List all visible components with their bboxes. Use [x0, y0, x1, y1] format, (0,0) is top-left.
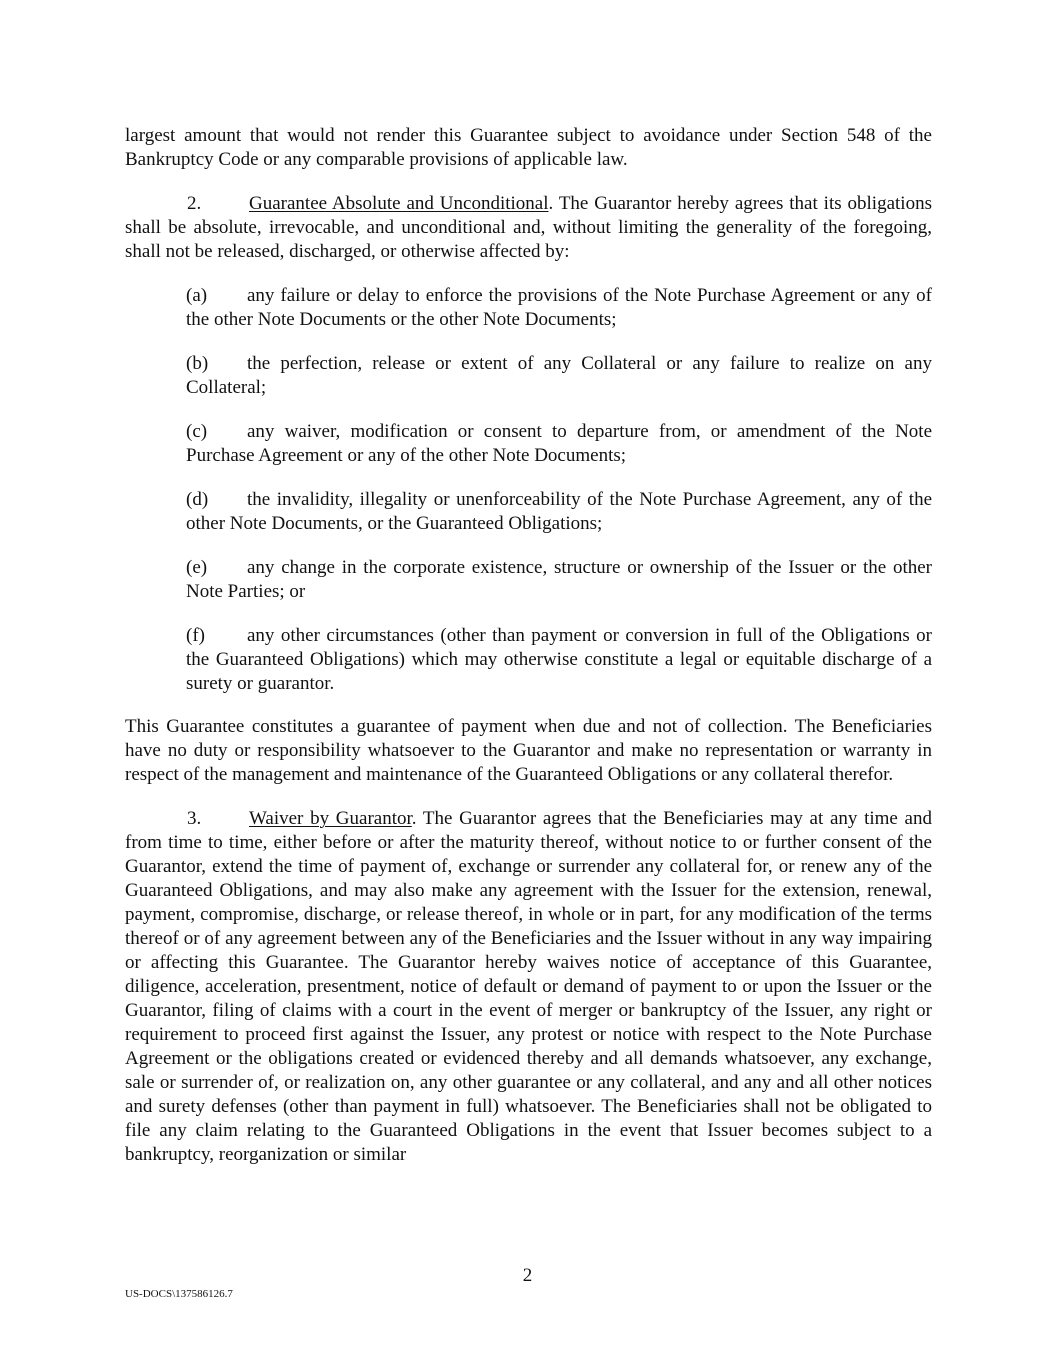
- list-item-text: the perfection, release or extent of any Collateral or any failure to realize on any Collateral;: [186, 353, 932, 398]
- section-3-paragraph: [125, 807, 932, 1167]
- list-item-e: [186, 556, 932, 604]
- section-3-text: . The Guarantor agrees that the Beneficiaries may at any time and from time to time, either before or after the maturity thereof, without notice to or further consent of the Guarantor, extend the time of payment of, exchange or surrender any collateral for, or renew any of the Guaranteed Obligations, and may also make any agreement with the Issuer for the extension, renewal, payment, compromise, discharge, or release thereof, in whole or in part, for any modification of the terms thereof or of any agreement between any of the Beneficiaries and the Issuer without in any way impairing or affecting this Guarantee. The Guarantor hereby waives notice of acceptance of this Guarantee, diligence, acceleration, presentment, notice of default or demand of payment to or upon the Issuer or the Guarantor, filing of claims with a court in the event of merger or bankruptcy of the Issuer, any right or requirement to proceed first against the Issuer, any protest or notice with respect to the Note Purchase Agreement or the obligations created or evidenced thereby and all demands whatsoever, any exchange, sale or surrender of, or realization on, any other guarantee or any collateral, and any and all other notices and surety defenses (other than payment in full) whatsoever. The Beneficiaries shall not be obligated to file any claim relating to the Guaranteed Obligations in the event that Issuer becomes subject to a bankruptcy, reorganization or similar: [125, 808, 932, 1165]
- list-item-text: any waiver, modification or consent to departure from, or amendment of the Note Purchase Agreement or any of the other Note Documents;: [186, 421, 932, 466]
- list-item-c: [186, 420, 932, 468]
- list-item-d: [186, 488, 932, 536]
- list-item-label: (e): [186, 557, 208, 578]
- section-2-text: . The Guarantor hereby agrees that its obligations shall be absolute, irrevocable, and unconditional and, without limiting the generality of the foregoing, shall not be released, discharged, or otherwise affected by:: [125, 193, 932, 262]
- guarantee-paragraph: This Guarantee constitutes a guarantee of payment when due and not of collection. The Beneficiaries have no duty or responsibility whatsoever to the Guarantor and make no representation or warranty in respect of the management and maintenance of the Guaranteed Obligations or any collateral therefor.: [125, 716, 932, 785]
- list-item-b: [186, 352, 932, 400]
- section-2-paragraph: [125, 192, 932, 264]
- section-2-heading: Guarantee Absolute and Unconditional: [249, 193, 549, 214]
- list-item-text: any other circumstances (other than payment or conversion in full of the Obligations or the Guaranteed Obligations) which may otherwise constitute a legal or equitable discharge of a surety or guarantor.: [186, 625, 932, 694]
- list-item-a: [186, 284, 932, 332]
- section-2-number: 2.: [187, 193, 202, 214]
- section-3-heading: Waiver by Guarantor: [249, 808, 412, 829]
- list-item-label: (a): [186, 285, 208, 306]
- document-page: [125, 124, 932, 1167]
- page-number: 2: [522, 1265, 533, 1286]
- list-item-label: (b): [186, 353, 209, 374]
- list-item-label: (f): [186, 625, 205, 646]
- intro-paragraph: largest amount that would not render this Guarantee subject to avoidance under Section 548 of the Bankruptcy Code or any comparable provisions of applicable law.: [125, 125, 932, 170]
- list-item-label: (c): [186, 421, 208, 442]
- list-item-text: any change in the corporate existence, structure or ownership of the Issuer or the other Note Parties; or: [186, 557, 932, 602]
- document-id: US-DOCS\137586126.7: [125, 1288, 233, 1300]
- list-item-label: (d): [186, 489, 209, 510]
- list-item-text: any failure or delay to enforce the provisions of the Note Purchase Agreement or any of the other Note Documents or the other Note Documents;: [186, 285, 932, 330]
- section-3-number: 3.: [187, 808, 202, 829]
- list-item-f: [186, 624, 932, 696]
- list-item-text: the invalidity, illegality or unenforceability of the Note Purchase Agreement, any of the other Note Documents, or the Guaranteed Obligations;: [186, 489, 932, 534]
